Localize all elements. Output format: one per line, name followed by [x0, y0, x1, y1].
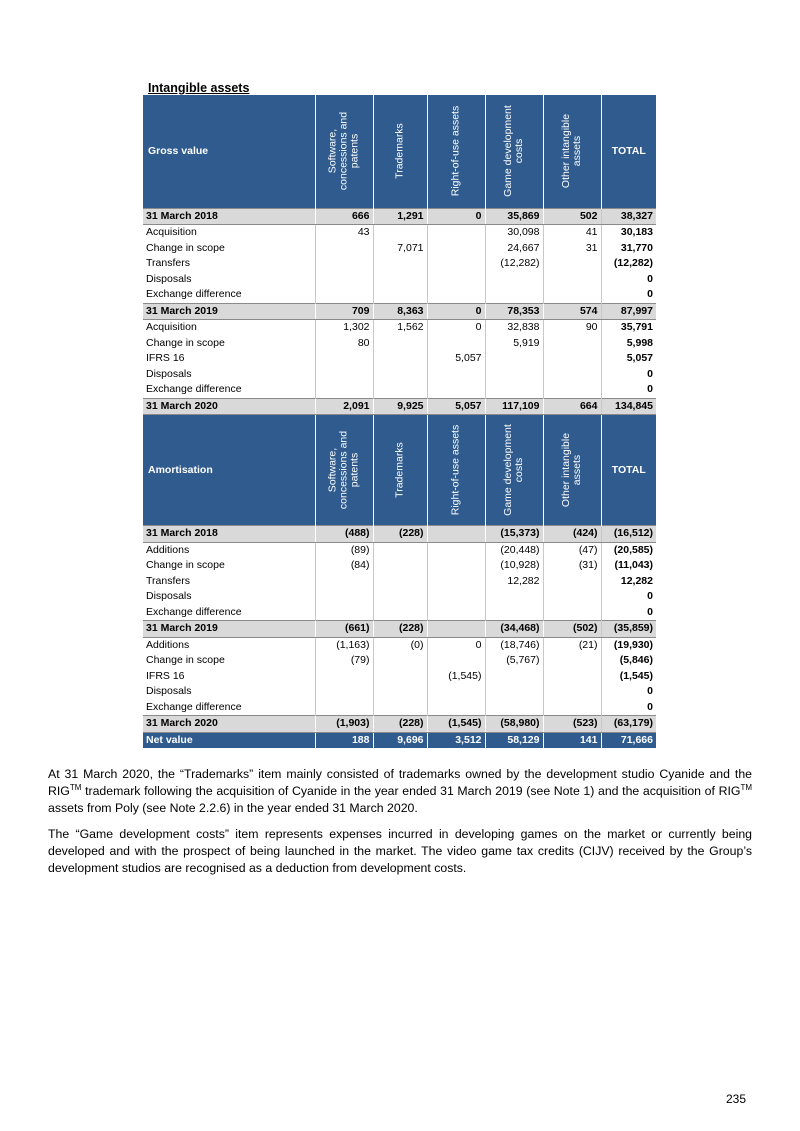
row-label: Exchange difference — [146, 605, 242, 618]
value-cell — [485, 367, 543, 383]
value-cell: (89) — [315, 542, 373, 558]
value-cell: (31) — [543, 558, 601, 574]
value-cell — [427, 542, 485, 558]
row-label: Change in scope — [146, 336, 225, 349]
total-cell: 5,998 — [601, 336, 656, 352]
value-cell: 0 — [427, 303, 485, 320]
value-cell: 12,282 — [485, 574, 543, 590]
value-cell — [373, 558, 427, 574]
table-row — [143, 287, 656, 303]
intangible-assets-table — [143, 95, 656, 748]
value-cell: 30,098 — [485, 225, 543, 241]
table-row — [143, 225, 656, 241]
value-cell — [315, 367, 373, 383]
value-cell: (84) — [315, 558, 373, 574]
value-cell — [485, 605, 543, 621]
row-label: Net value — [143, 732, 315, 748]
table-row — [143, 367, 656, 383]
value-cell — [543, 669, 601, 685]
value-cell: (1,903) — [315, 716, 373, 733]
value-cell — [427, 653, 485, 669]
row-label: Acquisition — [146, 321, 197, 333]
value-cell — [543, 653, 601, 669]
total-cell: 35,791 — [601, 320, 656, 336]
table-row — [143, 700, 656, 716]
value-cell — [373, 700, 427, 716]
value-cell — [373, 351, 427, 367]
total-cell: 0 — [601, 605, 656, 621]
total-cell: 12,282 — [601, 574, 656, 590]
table-row — [143, 653, 656, 669]
gross-heading: Gross value — [143, 95, 315, 208]
total-cell: (35,859) — [601, 621, 656, 638]
value-cell — [373, 574, 427, 590]
table-row — [143, 398, 656, 415]
row-label: 31 March 2020 — [143, 398, 315, 415]
total-cell: (16,512) — [601, 526, 656, 543]
amort-header-row — [143, 415, 656, 526]
value-cell: (1,545) — [427, 669, 485, 685]
value-cell — [427, 241, 485, 257]
value-cell — [315, 684, 373, 700]
column-header — [373, 415, 427, 526]
total-cell: (63,179) — [601, 716, 656, 733]
value-cell: 1,562 — [373, 320, 427, 336]
value-cell: (424) — [543, 526, 601, 543]
value-cell: 0 — [427, 637, 485, 653]
value-cell — [485, 382, 543, 398]
row-label: Exchange difference — [146, 700, 242, 713]
value-cell: 1,291 — [373, 208, 427, 225]
table-row — [143, 526, 656, 543]
value-cell: (0) — [373, 637, 427, 653]
table-row — [143, 716, 656, 733]
row-label: Disposals — [146, 685, 192, 697]
value-cell: (661) — [315, 621, 373, 638]
column-header-label: Other intangible assets — [560, 432, 583, 508]
value-cell: 0 — [427, 208, 485, 225]
value-cell — [485, 272, 543, 288]
amort-heading: Amortisation — [143, 415, 315, 526]
value-cell — [427, 225, 485, 241]
value-cell — [373, 367, 427, 383]
value-cell — [373, 684, 427, 700]
table-row — [143, 351, 656, 367]
table-row — [143, 684, 656, 700]
value-cell — [543, 272, 601, 288]
value-cell — [427, 700, 485, 716]
column-header — [315, 95, 373, 208]
total-cell: 0 — [601, 382, 656, 398]
value-cell: 32,838 — [485, 320, 543, 336]
total-cell: 5,057 — [601, 351, 656, 367]
value-cell — [373, 287, 427, 303]
value-cell — [373, 256, 427, 272]
value-cell — [427, 558, 485, 574]
value-cell: 41 — [543, 225, 601, 241]
value-cell: 141 — [543, 732, 601, 748]
row-label: 31 March 2018 — [143, 208, 315, 225]
value-cell — [543, 605, 601, 621]
value-cell — [315, 605, 373, 621]
value-cell: 5,057 — [427, 398, 485, 415]
value-cell: (18,746) — [485, 637, 543, 653]
row-label: Disposals — [146, 367, 192, 380]
value-cell — [373, 542, 427, 558]
row-label: IFRS 16 — [146, 352, 185, 364]
value-cell: (1,163) — [315, 637, 373, 653]
value-cell — [427, 589, 485, 605]
row-label: 31 March 2018 — [143, 526, 315, 543]
value-cell — [373, 225, 427, 241]
total-cell: (11,043) — [601, 558, 656, 574]
value-cell — [543, 700, 601, 716]
value-cell — [427, 272, 485, 288]
value-cell: 0 — [427, 320, 485, 336]
value-cell — [427, 382, 485, 398]
table-row — [143, 605, 656, 621]
total-cell: (12,282) — [601, 256, 656, 272]
value-cell — [427, 287, 485, 303]
table-row — [143, 637, 656, 653]
column-header — [543, 415, 601, 526]
table-row — [143, 303, 656, 320]
table-row — [143, 382, 656, 398]
value-cell — [427, 526, 485, 543]
page-number: 235 — [726, 1092, 747, 1106]
row-label: 31 March 2019 — [143, 621, 315, 638]
value-cell: (228) — [373, 716, 427, 733]
value-cell: 8,363 — [373, 303, 427, 320]
total-cell: 31,770 — [601, 241, 656, 257]
row-label: Additions — [146, 543, 190, 556]
table-row — [143, 542, 656, 558]
value-cell — [485, 669, 543, 685]
total-cell: 71,666 — [601, 732, 656, 748]
row-label: Transfers — [146, 574, 190, 587]
value-cell — [543, 256, 601, 272]
total-cell: 38,327 — [601, 208, 656, 225]
value-cell: 78,353 — [485, 303, 543, 320]
value-cell — [373, 589, 427, 605]
value-cell — [427, 256, 485, 272]
value-cell — [485, 351, 543, 367]
column-header — [315, 415, 373, 526]
row-label: Exchange difference — [146, 288, 242, 300]
value-cell: (1,545) — [427, 716, 485, 733]
row-label: IFRS 16 — [146, 669, 185, 682]
column-header-label: Software, concessions and patents — [326, 112, 361, 191]
total-cell: 0 — [601, 272, 656, 288]
total-cell: (1,545) — [601, 669, 656, 685]
value-cell: 5,057 — [427, 351, 485, 367]
row-label: Disposals — [146, 272, 192, 285]
table-row — [143, 256, 656, 272]
value-cell: 43 — [315, 225, 373, 241]
value-cell: 666 — [315, 208, 373, 225]
value-cell — [485, 700, 543, 716]
table-row — [143, 621, 656, 638]
table-row — [143, 669, 656, 685]
column-header-label: Game development costs — [502, 424, 525, 516]
value-cell: (34,468) — [485, 621, 543, 638]
value-cell: (523) — [543, 716, 601, 733]
value-cell — [315, 256, 373, 272]
value-cell — [485, 684, 543, 700]
row-label: Change in scope — [146, 241, 225, 254]
value-cell — [543, 574, 601, 590]
column-header — [543, 95, 601, 208]
column-header — [485, 95, 543, 208]
value-cell: (47) — [543, 542, 601, 558]
value-cell — [543, 367, 601, 383]
total-cell: 0 — [601, 367, 656, 383]
table-row — [143, 574, 656, 590]
value-cell — [427, 621, 485, 638]
value-cell — [427, 605, 485, 621]
value-cell: 502 — [543, 208, 601, 225]
total-cell: 134,845 — [601, 398, 656, 415]
value-cell — [315, 382, 373, 398]
value-cell — [427, 684, 485, 700]
total-cell: 0 — [601, 700, 656, 716]
total-cell: 0 — [601, 589, 656, 605]
value-cell — [373, 382, 427, 398]
row-label: Additions — [146, 638, 190, 651]
trademarks-paragraph: At 31 March 2020, the “Trademarks” item mainly consisted of trademarks owned by the development studio Cyanide and the RIG™ trademark following the acquisition of Cyanide in the year ended 31 March 2019 (see Note 1) and the acquisition of RIG™ assets from Poly (see Note 2.2.6) in the year ended 31 March 2020. — [48, 767, 752, 815]
value-cell — [427, 336, 485, 352]
value-cell: 7,071 — [373, 241, 427, 257]
column-header — [373, 95, 427, 208]
value-cell — [315, 351, 373, 367]
value-cell: 9,696 — [373, 732, 427, 748]
value-cell: 9,925 — [373, 398, 427, 415]
value-cell: (21) — [543, 637, 601, 653]
value-cell — [485, 589, 543, 605]
value-cell: 574 — [543, 303, 601, 320]
value-cell — [315, 700, 373, 716]
gross-header-row — [143, 95, 656, 208]
value-cell: 35,869 — [485, 208, 543, 225]
value-cell — [543, 287, 601, 303]
value-cell: (58,980) — [485, 716, 543, 733]
value-cell: (502) — [543, 621, 601, 638]
column-header-total: TOTAL — [601, 95, 656, 208]
value-cell: (5,767) — [485, 653, 543, 669]
value-cell: 31 — [543, 241, 601, 257]
value-cell: (228) — [373, 621, 427, 638]
column-header-label: Other intangible assets — [560, 114, 583, 189]
value-cell: (228) — [373, 526, 427, 543]
value-cell — [315, 669, 373, 685]
value-cell — [315, 287, 373, 303]
value-cell: (15,373) — [485, 526, 543, 543]
column-header — [427, 415, 485, 526]
column-header-label: Right-of-use assets — [449, 424, 462, 516]
value-cell — [373, 669, 427, 685]
value-cell — [373, 272, 427, 288]
total-cell: (19,930) — [601, 637, 656, 653]
column-header-label: Trademarks — [393, 442, 406, 498]
row-label: Acquisition — [146, 226, 197, 238]
value-cell — [543, 589, 601, 605]
value-cell — [543, 382, 601, 398]
value-cell: (20,448) — [485, 542, 543, 558]
value-cell: 3,512 — [427, 732, 485, 748]
column-header-label: Trademarks — [393, 123, 406, 180]
column-header — [485, 415, 543, 526]
value-cell: (488) — [315, 526, 373, 543]
value-cell: 5,919 — [485, 336, 543, 352]
game-dev-costs-paragraph: The “Game development costs” item represents expenses incurred in developing games on the market or currently being developed and with the prospect of being launched in the market. The video game tax credits (CIJV) received by the Group’s development studios are recognised as a deduction from development costs. — [48, 827, 752, 875]
value-cell — [543, 684, 601, 700]
total-cell: (5,846) — [601, 653, 656, 669]
column-header-label: Right-of-use assets — [449, 106, 462, 197]
table-row — [143, 320, 656, 336]
total-cell: 0 — [601, 287, 656, 303]
value-cell — [315, 272, 373, 288]
table-row — [143, 208, 656, 225]
total-cell: 30,183 — [601, 225, 656, 241]
value-cell — [543, 336, 601, 352]
value-cell: (12,282) — [485, 256, 543, 272]
row-label: 31 March 2020 — [143, 716, 315, 733]
value-cell — [315, 241, 373, 257]
row-label: 31 March 2019 — [143, 303, 315, 320]
row-label: Change in scope — [146, 654, 225, 666]
value-cell: 117,109 — [485, 398, 543, 415]
value-cell: 664 — [543, 398, 601, 415]
table-title: Intangible assets — [148, 81, 250, 95]
value-cell: 2,091 — [315, 398, 373, 415]
row-label: Transfers — [146, 257, 190, 269]
table-row — [143, 558, 656, 574]
value-cell: 709 — [315, 303, 373, 320]
value-cell — [315, 589, 373, 605]
table-row — [143, 241, 656, 257]
value-cell — [543, 351, 601, 367]
total-cell: 87,997 — [601, 303, 656, 320]
table-row — [143, 589, 656, 605]
value-cell — [373, 653, 427, 669]
value-cell: (79) — [315, 653, 373, 669]
value-cell: 24,667 — [485, 241, 543, 257]
table-row — [143, 272, 656, 288]
value-cell — [373, 336, 427, 352]
value-cell: 58,129 — [485, 732, 543, 748]
value-cell: 1,302 — [315, 320, 373, 336]
row-label: Change in scope — [146, 559, 225, 571]
value-cell — [373, 605, 427, 621]
row-label: Disposals — [146, 590, 192, 602]
column-header-label: Software, concessions and patents — [326, 430, 361, 510]
column-header — [427, 95, 485, 208]
value-cell: 90 — [543, 320, 601, 336]
value-cell: (10,928) — [485, 558, 543, 574]
value-cell — [427, 574, 485, 590]
value-cell — [427, 367, 485, 383]
total-cell: (20,585) — [601, 542, 656, 558]
value-cell — [315, 574, 373, 590]
value-cell — [485, 287, 543, 303]
column-header-label: Game development costs — [502, 105, 525, 198]
net-value-row — [143, 732, 656, 748]
row-label: Exchange difference — [146, 383, 242, 395]
total-cell: 0 — [601, 684, 656, 700]
table-row — [143, 336, 656, 352]
value-cell: 188 — [315, 732, 373, 748]
value-cell: 80 — [315, 336, 373, 352]
column-header-total: TOTAL — [601, 415, 656, 526]
